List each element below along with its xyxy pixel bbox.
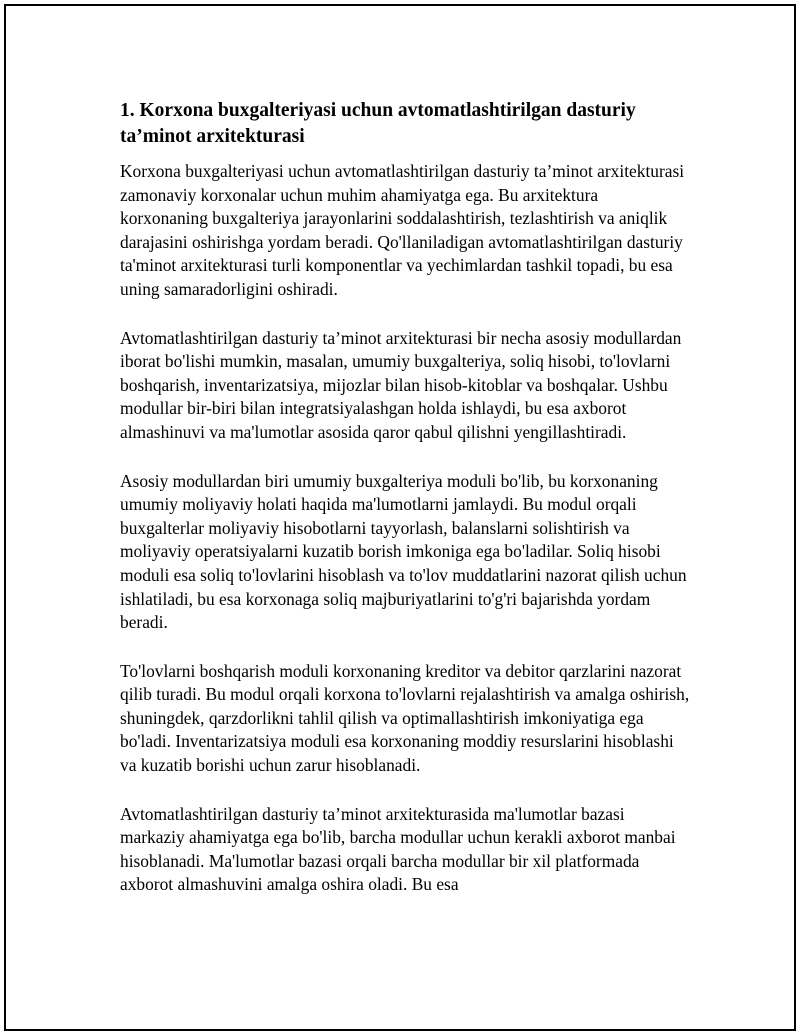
paragraph-1: Korxona buxgalteriyasi uchun avtomatlashtirilgan dasturiy ta’minot arxitekturasi zamonaviy korxonalar uchun muhim ahamiyatga ega. Bu arxitektura korxonaning buxgalteriya jarayonlarini soddalashtirish, tezlashtirish va aniqlik darajasini oshirishga yordam beradi. Qo'llaniladigan avtomatlashtirilgan dasturiy ta'minot arxitekturasi turli komponentlar va yechimlardan tashkil topadi, bu esa uning samaradorligini oshiradi. xyxy=(120,161,685,299)
paragraph-4: To'lovlarni boshqarish moduli korxonaning kreditor va debitor qarzlarini nazorat qilib turadi. Bu modul orqali korxona to'lovlarni rejalashtirish va amalga oshirish, shuningdek, qarzdorlikni tahlil qilish va optimallashtirish imkoniyatiga ega bo'ladi. Inventarizatsiya moduli esa korxonaning moddiy resurslarini hisoblashi va kuzatib borishi uchun zarur hisoblanadi. xyxy=(120,660,690,776)
paragraph-5: Avtomatlashtirilgan dasturiy ta’minot arxitekturasida ma'lumotlar bazasi markaziy ahamiyatga ega bo'lib, barcha modullar uchun kerakli axborot manbai hisoblanadi. Ma'lumotlar bazasi orqali barcha modullar bir xil platformada axborot almashuvini amalga oshira oladi. Bu esa xyxy=(120,803,676,895)
document-body xyxy=(120,98,690,922)
section-heading: 1. Korxona buxgalteriyasi uchun avtomatlashtirilgan dasturiy ta’minot arxitekturasi xyxy=(120,100,636,147)
paragraph-3: Asosiy modullardan biri umumiy buxgalteriya moduli bo'lib, bu korxonaning umumiy moliyaviy holati haqida ma'lumotlarni jamlaydi. Bu modul orqali buxgalterlar moliyaviy hisobotlarni tayyorlash, balanslarni solishtirish va moliyaviy operatsiyalarni kuzatib borish imkoniga ega bo'ladilar. Soliq hisobi moduli esa soliq to'lovlarini hisoblash va to'lov muddatlarini nazorat qilish uchun ishlatiladi, bu esa korxonaga soliq majburiyatlarini to'g'ri bajarishda yordam beradi. xyxy=(120,470,687,633)
document-page xyxy=(4,4,796,1031)
paragraph-2: Avtomatlashtirilgan dasturiy ta’minot arxitekturasi bir necha asosiy modullardan iborat bo'lishi mumkin, masalan, umumiy buxgalteriya, soliq hisobi, to'lovlarni boshqarish, inventarizatsiya, mijozlar bilan hisob-kitoblar va boshqalar. Ushbu modullar bir-biri bilan integratsiyalashgan holda ishlaydi, bu esa axborot almashinuvi va ma'lumotlar asosida qaror qabul qilishni yengillashtiradi. xyxy=(120,327,682,442)
